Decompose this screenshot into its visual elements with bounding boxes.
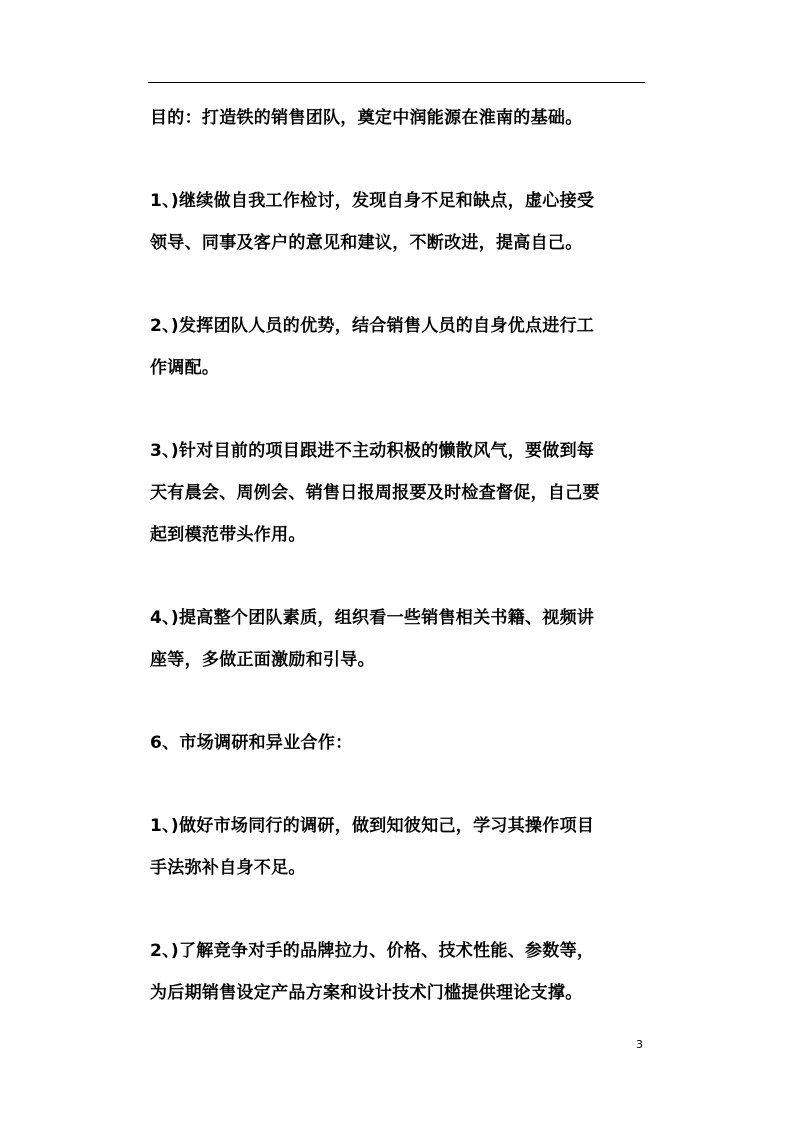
paragraph-line: 手法弥补自身不足。 <box>150 858 306 878</box>
paragraph-line: 1、)做好市场同行的调研，做到知彼知己，学习其操作项目 <box>150 816 595 836</box>
header-rule <box>148 82 645 83</box>
section-heading: 6、市场调研和异业合作： <box>150 733 353 753</box>
paragraph-line: 作调配。 <box>150 358 220 378</box>
paragraph-line: 3、)针对目前的项目跟进不主动积极的懒散风气，要做到每 <box>150 441 595 461</box>
paragraph-line: 天有晨会、周例会、销售日报周报要及时检查督促，自己要 <box>150 483 600 503</box>
paragraph-line: 2、)了解竞争对手的品牌拉力、价格、技术性能、参数等， <box>150 941 595 961</box>
paragraph-line: 1、)继续做自我工作检讨，发现自身不足和缺点，虚心接受 <box>150 191 595 211</box>
paragraph-line: 为后期销售设定产品方案和设计技术门槛提供理论支撑。 <box>150 983 583 1003</box>
objective-line: 目的：打造铁的销售团队，奠定中润能源在淮南的基础。 <box>150 108 583 128</box>
paragraph-line: 4、)提高整个团队素质，组织看一些销售相关书籍、视频讲 <box>150 608 595 628</box>
paragraph-line: 座等，多做正面激励和引导。 <box>150 650 375 670</box>
paragraph-line: 2、)发挥团队人员的优势，结合销售人员的自身优点进行工 <box>150 316 595 336</box>
paragraph-line: 领导、同事及客户的意见和建议，不断改进，提高自己。 <box>150 233 583 253</box>
paragraph-line: 起到模范带头作用。 <box>150 525 306 545</box>
page-number: 3 <box>636 1038 643 1051</box>
